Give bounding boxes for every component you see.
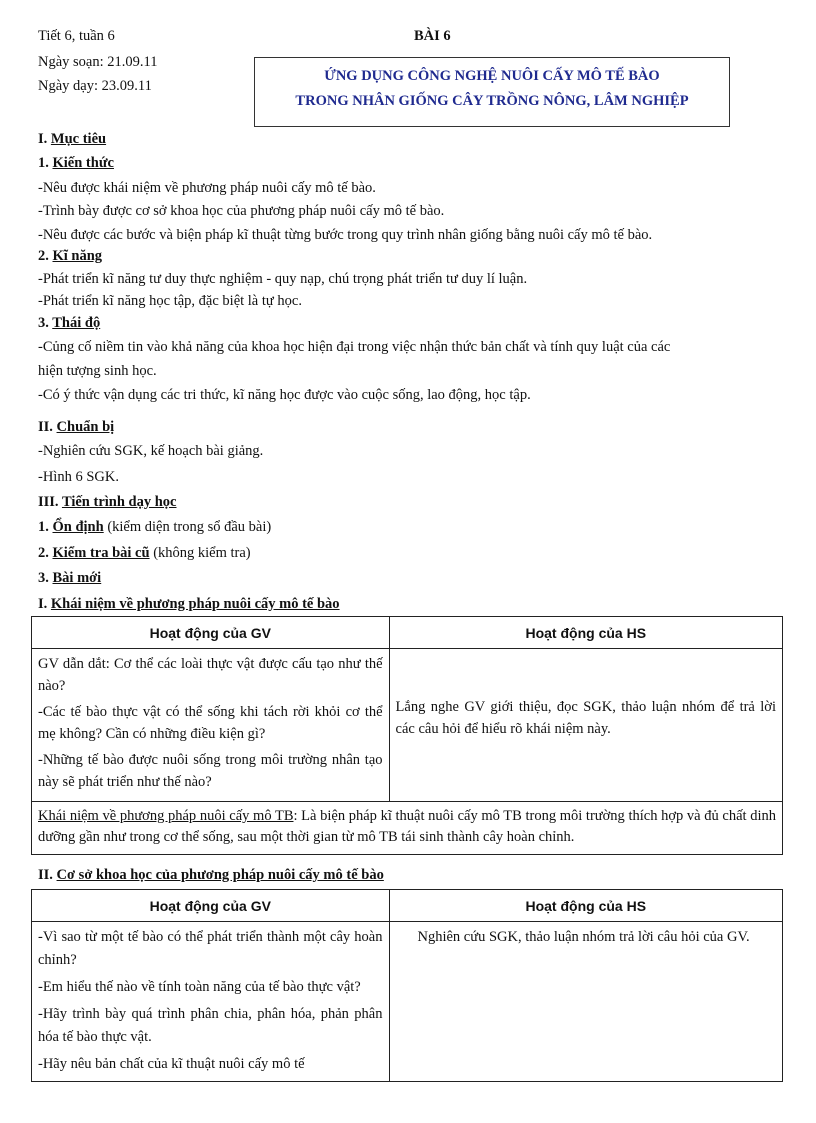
skills-item: -Phát triển kĩ năng tư duy thực nghiệm - quy nạp, chú trọng phát triển tư duy lí luận.	[38, 271, 528, 287]
concept-label: Khái niệm về phương pháp nuôi cấy mô TB	[38, 808, 294, 824]
hs-activity-text: Nghiên cứu SGK, thảo luận nhóm trả lời câu hỏi của GV.	[417, 929, 750, 945]
gv-column-header: Hoạt động của GV	[32, 890, 390, 922]
concept-definition-cell	[32, 802, 783, 855]
section2-heading: II. Cơ sở khoa học của phương pháp nuôi cấy mô tế bào	[38, 867, 384, 883]
hs-column-header: Hoạt động của HS	[389, 617, 782, 649]
gv-activity-item: -Các tế bào thực vật có thể sống khi tách rời khỏi cơ thể mẹ không? Cần có những điều kiện gì?	[38, 704, 383, 742]
date-prepared: Ngày soạn: 21.09.11	[38, 54, 158, 70]
hs-activity-text: Lắng nghe GV giới thiệu, đọc SGK, thảo luận nhóm để trả lời các câu hỏi để hiểu rõ khái niệm này.	[395, 699, 776, 737]
lesson-title-box	[254, 57, 730, 127]
concept-text: : Là biện pháp kĩ thuật nuôi cấy mô TB trong môi trường thích hợp và đủ chất dinh dưỡng gần như trong cơ thể sống, sau một thời gian từ mô TB tái sinh thành cây hoàn chỉnh.	[38, 808, 776, 845]
attitude-item: -Có ý thức vận dụng các tri thức, kĩ năng học được vào cuộc sống, lao động, học tập.	[38, 387, 531, 403]
knowledge-heading: 1. Kiến thức	[38, 155, 114, 171]
section2-table	[31, 889, 783, 1082]
section1-table	[31, 616, 783, 855]
preparation-heading: II. Chuẩn bị	[38, 419, 115, 435]
attitude-item: -Củng cố niềm tin vào khả năng của khoa học hiện đại trong việc nhận thức bản chất và tính quy luật của các	[38, 339, 671, 355]
lesson-title-line2: TRONG NHÂN GIỐNG CÂY TRỒNG NÔNG, LÂM NGHIỆP	[295, 93, 689, 109]
attitude-item: hiện tượng sinh học.	[38, 363, 157, 379]
attitude-heading: 3. Thái độ	[38, 315, 101, 331]
procedure-step: 2. Kiểm tra bài cũ (không kiểm tra)	[38, 545, 251, 561]
gv-activity-item: -Vì sao từ một tế bào có thể phát triển thành một cây hoàn chỉnh?	[38, 929, 383, 968]
procedure-heading: III. Tiến trình dạy học	[38, 494, 177, 510]
hs-column-header: Hoạt động của HS	[389, 890, 783, 922]
gv-column-header: Hoạt động của GV	[32, 617, 390, 649]
gv-activity-item: -Em hiểu thế nào về tính toàn năng của tế bào thực vật?	[38, 979, 361, 995]
gv-activity-cell	[32, 649, 390, 802]
knowledge-item: -Trình bày được cơ sở khoa học của phương pháp nuôi cấy mô tế bào.	[38, 203, 445, 219]
lesson-number: BÀI 6	[414, 28, 451, 44]
gv-activity-item: GV dẫn dắt: Cơ thể các loài thực vật được cấu tạo như thế nào?	[38, 656, 383, 694]
lesson-week: Tiết 6, tuần 6	[38, 28, 115, 44]
objectives-heading: I. Mục tiêu	[38, 131, 107, 147]
skills-item: -Phát triển kĩ năng học tập, đặc biệt là tự học.	[38, 293, 302, 309]
lesson-title-line1: ỨNG DỤNG CÔNG NGHỆ NUÔI CẤY MÔ TẾ BÀO	[324, 68, 660, 84]
hs-activity-cell	[389, 649, 782, 802]
procedure-step: 1. Ổn định (kiểm diện trong sổ đầu bài)	[38, 519, 272, 535]
gv-activity-item: -Hãy trình bày quá trình phân chia, phân hóa, phản phân hóa tế bào thực vật.	[38, 1006, 383, 1045]
preparation-item: -Hình 6 SGK.	[38, 469, 119, 485]
gv-activity-cell	[32, 922, 390, 1082]
gv-activity-item: -Hãy nêu bản chất của kĩ thuật nuôi cấy mô tế	[38, 1056, 305, 1072]
preparation-item: -Nghiên cứu SGK, kế hoạch bài giảng.	[38, 443, 264, 459]
gv-activity-item: -Những tế bào được nuôi sống trong môi trường nhân tạo này sẽ phát triển như thế nào?	[38, 752, 383, 790]
knowledge-item: -Nêu được khái niệm về phương pháp nuôi cấy mô tế bào.	[38, 180, 376, 196]
section1-heading: I. Khái niệm về phương pháp nuôi cấy mô tế bào	[38, 596, 340, 612]
skills-heading: 2. Kĩ năng	[38, 248, 103, 264]
date-taught: Ngày dạy: 23.09.11	[38, 78, 152, 94]
procedure-step: 3. Bài mới	[38, 570, 102, 586]
knowledge-item: -Nêu được các bước và biện pháp kĩ thuật từng bước trong quy trình nhân giống bằng nuôi cấy mô tế bào.	[38, 227, 653, 243]
hs-activity-cell	[389, 922, 783, 1082]
